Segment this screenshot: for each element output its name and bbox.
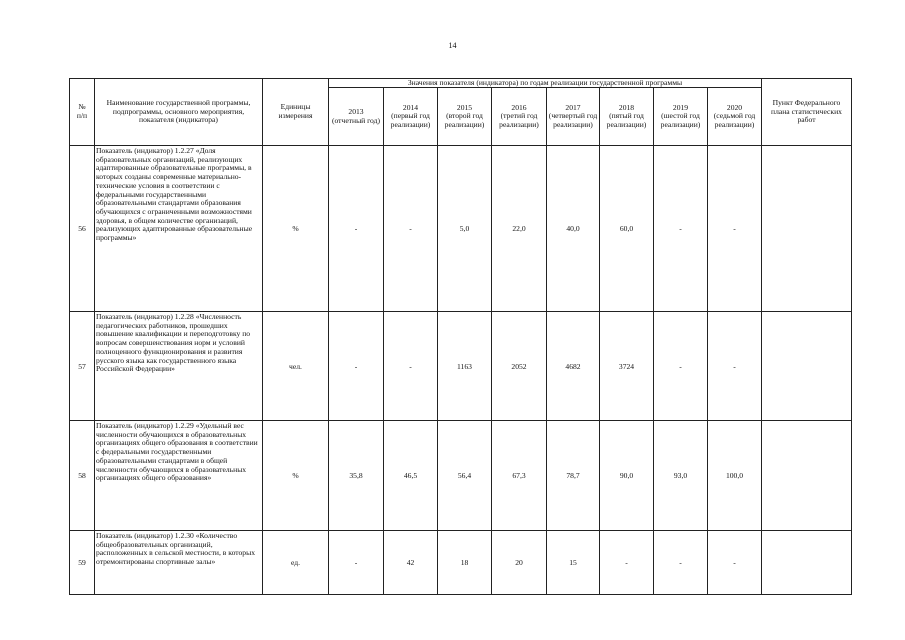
row-value: 15 [547,531,600,595]
table-body [70,146,852,595]
row-plan [762,312,852,421]
row-value: 56,4 [438,421,492,531]
row-value: 35,8 [329,421,384,531]
row-value: - [654,146,708,312]
row-num: 57 [70,312,95,421]
header-year: 2014 (первый год реализации) [384,88,438,146]
row-name: Показатель (индикатор) 1.2.27 «Доля образовательных организаций, реализующих адаптированные образовательные программы, в которых созданы современные материально-технические условия в соответствии с федеральными государственными образовательными стандартами образования обучающихся с ограниченными возможностями здоровья, в общем количестве организаций, реализующих адаптированные образовательные программы» [95,146,263,312]
row-value: - [708,312,762,421]
row-unit: ед. [263,531,329,595]
indicators-table [69,78,852,595]
row-plan [762,531,852,595]
table-header [70,79,852,146]
row-unit: чел. [263,312,329,421]
row-num: 59 [70,531,95,595]
header-year: 2015 (второй год реализации) [438,88,492,146]
row-value: 42 [384,531,438,595]
row-value: - [708,531,762,595]
row-value: 93,0 [654,421,708,531]
row-unit: % [263,146,329,312]
header-year: 2019 (шестой год реализации) [654,88,708,146]
row-value: 20 [492,531,547,595]
row-value: 3724 [600,312,654,421]
row-name: Показатель (индикатор) 1.2.28 «Численность педагогических работников, прошедших повышение квалификации и переподготовку по вопросам совершенствования норм и условий полноценного функционирования и развития русского языка как государственного языка Российской Федерации» [95,312,263,421]
header-unit: Единицы измерения [263,79,329,146]
row-value: 4682 [547,312,600,421]
row-value: - [384,312,438,421]
header-year: 2013 (отчетный год) [329,88,384,146]
row-num: 56 [70,146,95,312]
table-row [70,421,852,531]
row-value: 100,0 [708,421,762,531]
row-value: - [329,531,384,595]
table-row [70,312,852,421]
row-value: - [708,146,762,312]
header-year: 2016 (третий год реализации) [492,88,547,146]
row-value: 90,0 [600,421,654,531]
row-value: 40,0 [547,146,600,312]
row-num: 58 [70,421,95,531]
header-name: Наименование государственной программы, подпрограммы, основного мероприятия, показателя (индикатора) [95,79,263,146]
row-value: - [654,312,708,421]
row-value: 5,0 [438,146,492,312]
header-year: 2018 (пятый год реализации) [600,88,654,146]
header-num: № п/п [70,79,95,146]
row-plan [762,421,852,531]
header-year: 2017 (четвертый год реализации) [547,88,600,146]
row-value: 67,3 [492,421,547,531]
row-plan [762,146,852,312]
table-row [70,531,852,595]
header-group: Значения показателя (индикатора) по годам реализации государственной программы [329,79,762,88]
row-value: 1163 [438,312,492,421]
row-value: 60,0 [600,146,654,312]
table-row [70,146,852,312]
row-value: - [329,312,384,421]
page-number: 14 [448,41,457,50]
row-name: Показатель (индикатор) 1.2.30 «Количество общеобразовательных организаций, расположенных в сельской местности, в которых отремонтированы спортивные залы» [95,531,263,595]
row-value: 22,0 [492,146,547,312]
row-value: - [329,146,384,312]
row-value: - [600,531,654,595]
row-value: - [654,531,708,595]
row-value: 78,7 [547,421,600,531]
row-value: - [384,146,438,312]
row-value: 2052 [492,312,547,421]
row-name: Показатель (индикатор) 1.2.29 «Удельный вес численности обучающихся в образовательных организациях общего образования в соответствии с федеральными государственными образовательными стандартами в общей численности обучающихся в образовательных организациях общего образования» [95,421,263,531]
header-plan: Пункт Федерального плана статистических работ [762,79,852,146]
row-value: 46,5 [384,421,438,531]
header-year: 2020 (седьмой год реализации) [708,88,762,146]
row-unit: % [263,421,329,531]
row-value: 18 [438,531,492,595]
